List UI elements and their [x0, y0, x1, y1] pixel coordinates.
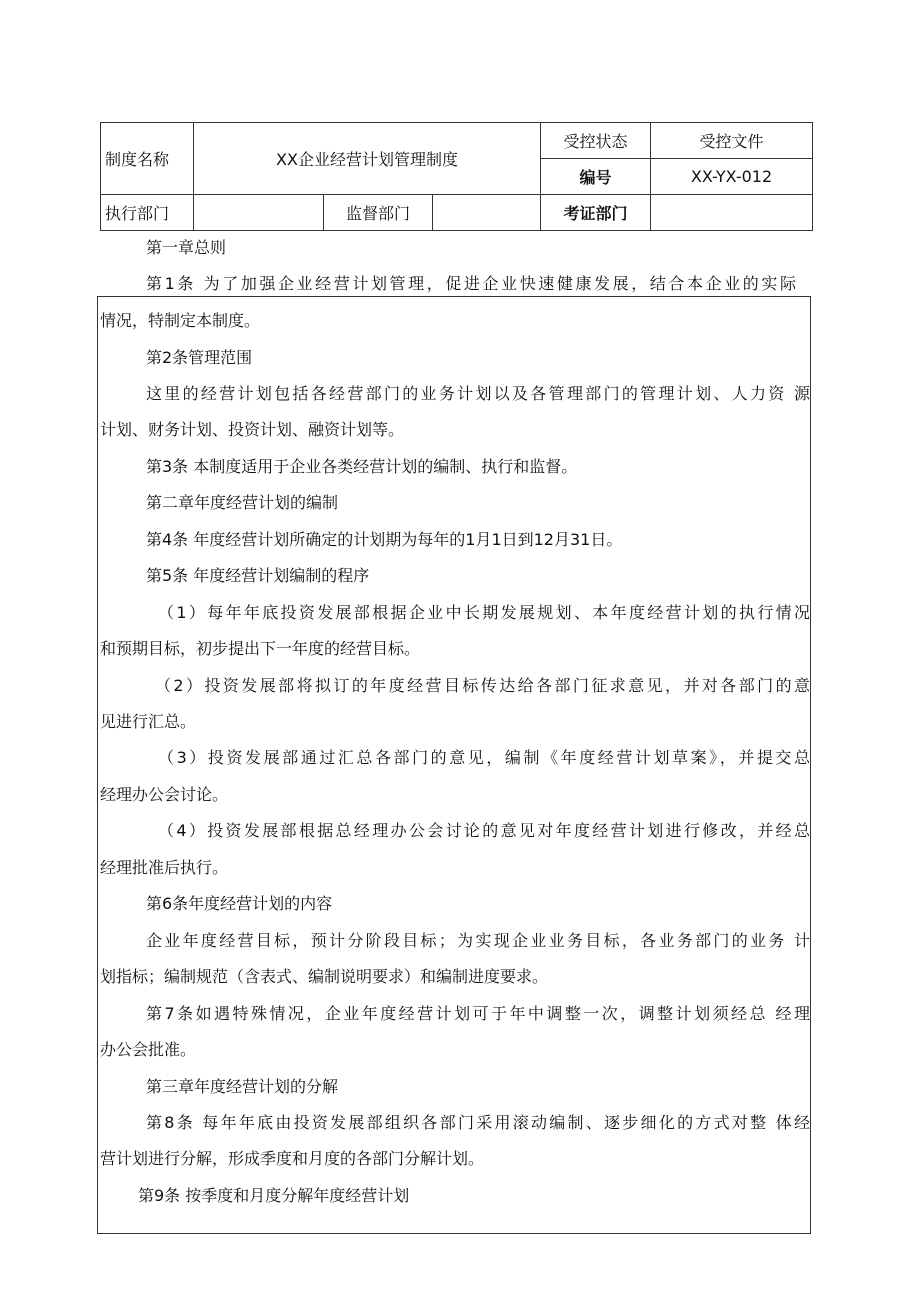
- header-table: [100, 122, 813, 231]
- article-heading: 第6条年度经营计划的内容: [146, 894, 333, 913]
- exec-dept-value: [194, 195, 324, 231]
- paragraph-line: 第3条 本制度适用于企业各类经营计划的编制、执行和监督。: [146, 457, 578, 476]
- paragraph-line: （2）投资发展部将拟订的年度经营目标传达给各部门征求意见，并对各部门的意: [155, 676, 810, 695]
- article-heading: 第2条管理范围: [146, 348, 253, 367]
- label-system-name: 制度名称: [101, 123, 194, 195]
- label-control-status: 受控状态: [541, 123, 651, 159]
- paragraph-line: 企业年度经营目标，预计分阶段目标；为实现企业业务目标，各业务部门的业务 计: [146, 931, 810, 950]
- paragraph-line: 第7条如遇特殊情况，企业年度经营计划可于年中调整一次，调整计划须经总 经理: [146, 1004, 810, 1023]
- label-supervise-dept: 监督部门: [324, 195, 433, 231]
- paragraph-line: 营计划进行分解，形成季度和月度的各部门分解计划。: [100, 1149, 485, 1168]
- paragraph-line: （4）投资发展部根据总经理办公会讨论的意见对年度经营计划进行修改，并经总: [158, 821, 810, 840]
- paragraph-line: 第1条 为了加强企业经营计划管理，促进企业快速健康发展，结合本企业的实际: [146, 274, 796, 293]
- paragraph-line: 和预期目标，初步提出下一年度的经营目标。: [100, 639, 421, 658]
- label-number: 编号: [541, 159, 651, 195]
- verify-dept-value: [651, 195, 813, 231]
- article-heading: 第9条 按季度和月度分解年度经营计划: [138, 1186, 410, 1205]
- paragraph-line: 情况，特制定本制度。: [100, 311, 261, 330]
- label-verify-dept: 考证部门: [541, 195, 651, 231]
- paragraph-line: 办公会批准。: [100, 1040, 197, 1059]
- control-status-value: 受控文件: [651, 123, 813, 159]
- chapter-heading: 第三章年度经营计划的分解: [146, 1077, 339, 1096]
- system-title: XX企业经营计划管理制度: [194, 123, 541, 195]
- label-exec-dept: 执行部门: [101, 195, 194, 231]
- chapter-heading: 第一章总则: [146, 238, 227, 257]
- paragraph-line: 划指标；编制规范（含表式、编制说明要求）和编制进度要求。: [100, 967, 549, 986]
- paragraph-line: 第8条 每年年底由投资发展部组织各部门采用滚动编制、逐步细化的方式对整 体经: [146, 1113, 810, 1132]
- paragraph-line: 见进行汇总。: [100, 712, 197, 731]
- article-heading: 第5条 年度经营计划编制的程序: [146, 566, 370, 585]
- paragraph-line: 计划、财务计划、投资计划、融资计划等。: [100, 420, 405, 439]
- supervise-dept-value: [433, 195, 541, 231]
- paragraph-line: 第4条 年度经营计划所确定的计划期为每年的1月1日到12月31日。: [146, 530, 623, 549]
- paragraph-line: 经理批准后执行。: [100, 858, 229, 877]
- chapter-heading: 第二章年度经营计划的编制: [146, 493, 339, 512]
- paragraph-line: （1）每年年底投资发展部根据企业中长期发展规划、本年度经营计划的执行情况: [158, 603, 810, 622]
- paragraph-line: （3）投资发展部通过汇总各部门的意见，编制《年度经营计划草案》，并提交总: [158, 748, 810, 767]
- document-number: XX-YX-012: [651, 159, 813, 195]
- paragraph-line: 经理办公会讨论。: [100, 785, 229, 804]
- paragraph-line: 这里的经营计划包括各经营部门的业务计划以及各管理部门的管理计划、人力资 源: [146, 384, 810, 403]
